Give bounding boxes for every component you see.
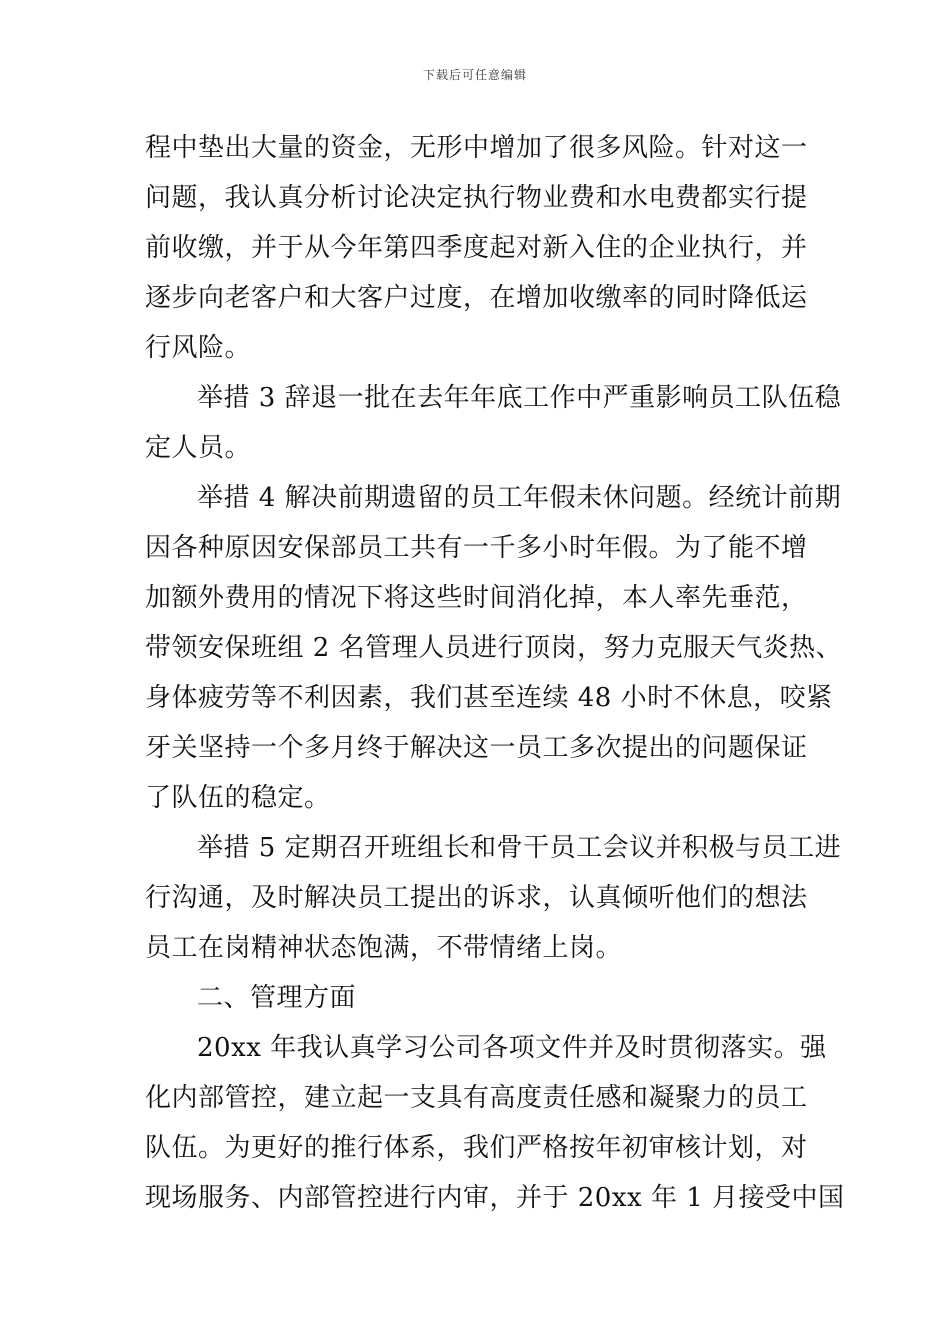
text-line: 现场服务、内部管控进行内审，并于 20xx 年 1 月接受中国 — [145, 1183, 845, 1213]
text-line: 程中垫出大量的资金，无形中增加了很多风险。针对这一 — [145, 133, 808, 163]
text-line: 身体疲劳等不利因素，我们甚至连续 48 小时不休息，咬紧 — [145, 683, 833, 713]
text-line: 行风险。 — [145, 333, 252, 363]
text-line: 问题，我认真分析讨论决定执行物业费和水电费都实行提 — [145, 183, 808, 213]
paragraph-first-line: 举措 3 辞退一批在去年年底工作中严重影响员工队伍稳 — [197, 383, 842, 413]
text-line: 前收缴，并于从今年第四季度起对新入住的企业执行，并 — [145, 233, 808, 263]
text-line: 了队伍的稳定。 — [145, 783, 331, 813]
text-line: 化内部管控，建立起一支具有高度责任感和凝聚力的员工 — [145, 1083, 808, 1113]
text-line: 队伍。为更好的推行体系，我们严格按年初审核计划，对 — [145, 1133, 808, 1163]
document-body — [145, 123, 845, 1223]
text-line: 定人员。 — [145, 433, 252, 463]
paragraph-first-line: 举措 4 解决前期遗留的员工年假未休问题。经统计前期 — [197, 483, 842, 513]
text-line: 加额外费用的情况下将这些时间消化掉，本人率先垂范， — [145, 583, 808, 613]
text-line: 员工在岗精神状态饱满，不带情绪上岗。 — [145, 933, 623, 963]
section-heading: 二、管理方面 — [197, 983, 357, 1013]
page-header: 下载后可任意编辑 — [422, 68, 527, 82]
text-line: 牙关坚持一个多月终于解决这一员工多次提出的问题保证 — [145, 733, 808, 763]
text-line: 因各种原因安保部员工共有一千多小时年假。为了能不增 — [145, 533, 808, 563]
text-line: 带领安保班组 2 名管理人员进行顶岗，努力克服天气炎热、 — [145, 633, 843, 663]
paragraph-first-line: 20xx 年我认真学习公司各项文件并及时贯彻落实。强 — [197, 1033, 827, 1063]
text-line: 逐步向老客户和大客户过度，在增加收缴率的同时降低运 — [145, 283, 808, 313]
text-line: 行沟通，及时解决员工提出的诉求，认真倾听他们的想法 — [145, 883, 808, 913]
paragraph-first-line: 举措 5 定期召开班组长和骨干员工会议并积极与员工进 — [197, 833, 842, 863]
